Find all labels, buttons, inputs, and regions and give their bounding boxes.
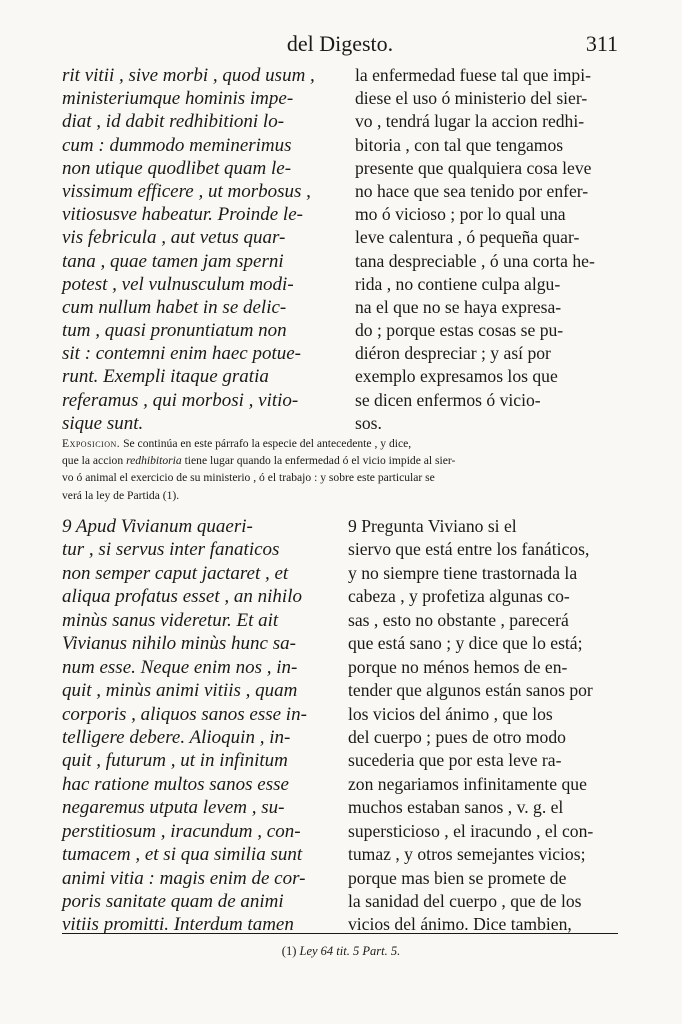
text-line: animi vitia : magis enim de cor- [62, 867, 306, 889]
running-head [62, 30, 618, 60]
exposicion-italic-term: redhibitoria [126, 454, 182, 468]
text-line: del cuerpo ; pues de otro modo [348, 726, 566, 747]
text-line: no hace que sea tenido por enfer- [355, 180, 589, 201]
text-line: sucederia que por esta leve ra- [348, 750, 562, 771]
text-line: los vicios del ánimo , que los [348, 703, 553, 724]
exposicion-text: que la accion [62, 454, 124, 468]
exposicion-text: tiene lugar quando la enfermedad ó el vicio impide al sier- [184, 454, 456, 468]
text-line: vo , tendrá lugar la accion redhi- [355, 111, 585, 132]
text-line: tender que algunos están sanos por [348, 680, 593, 701]
exposicion-text: Se continúa en este párrafo la especie del antecedente , y dice, [123, 437, 412, 450]
text-line: zon negariamos infinitamente que [348, 773, 587, 794]
text-line: mo ó vicioso ; por lo qual una [355, 204, 566, 225]
text-line: vis febricula , aut vetus quar- [62, 227, 286, 249]
text-line: tana despreciable , ó una corta he- [355, 250, 595, 271]
spanish-column-lower [348, 515, 618, 937]
exposicion-line: vo ó animal el exercicio de su ministerio , ó el trabajo : y sobre este particular se [62, 471, 435, 485]
text-line: telligere debere. Alioquin , in- [62, 726, 291, 748]
text-line: sos. [355, 412, 382, 433]
text-line: num esse. Neque enim nos , in- [62, 656, 298, 678]
text-line: tum , quasi pronuntiatum non [62, 320, 287, 342]
text-line: vissimum efficere , ut morbosus , [62, 180, 311, 202]
text-line: minùs sanus videretur. Et ait [62, 609, 279, 631]
text-line: porque mas bien se promete de [348, 867, 567, 888]
text-line: do ; porque estas cosas se pu- [355, 320, 564, 341]
text-line: perstitiosum , iracundum , con- [62, 820, 301, 842]
exposicion-line [62, 452, 618, 469]
text-line: potest , vel vulnusculum modi- [62, 273, 294, 295]
text-line: diat , id dabit redhibitioni lo- [62, 111, 285, 133]
text-line: poris sanitate quam de animi [62, 891, 284, 912]
text-line: non semper caput jactaret , et [62, 562, 289, 584]
running-title: del Digesto. [286, 31, 394, 56]
text-line: referamus , qui morbosi , vitio- [62, 389, 299, 411]
text-line: vitiosusve habeatur. Proinde le- [62, 204, 303, 226]
text-line: porque no ménos hemos de en- [348, 656, 568, 677]
text-line: sique sunt. [62, 412, 144, 434]
text-line: diese el uso ó ministerio del sier- [355, 88, 588, 109]
text-line: exemplo expresamos los que [355, 366, 558, 387]
exposicion-line [62, 435, 618, 452]
text-line: la sanidad del cuerpo , que de los [348, 891, 582, 911]
text-line: supersticioso , el iracundo , el con- [348, 820, 594, 841]
text-line: runt. Exempli itaque gratia [62, 366, 269, 388]
text-line: y no siempre tiene trastornada la [348, 562, 578, 583]
text-line: Vivianus nihilo minùs hunc sa- [62, 633, 296, 655]
latin-column-lower [62, 515, 338, 937]
footnote-marker: (1) [281, 944, 297, 958]
footnote-rule [62, 933, 618, 934]
text-line: siervo que está entre los fanáticos, [348, 539, 590, 560]
latin-column-upper [62, 64, 334, 435]
exposicion-line: verá la ley de Partida (1). [62, 488, 180, 502]
footnote [0, 942, 682, 960]
page-number: 311 [585, 31, 618, 56]
text-line: sas , esto no obstante , parecerá [348, 609, 569, 630]
text-line: quit , futurum , ut in infinitum [62, 750, 288, 772]
text-line: se dicen enfermos ó vicio- [355, 389, 541, 410]
text-line: ministeriumque hominis impe- [62, 88, 294, 110]
exposicion-label: Exposicion. [62, 437, 121, 450]
text-line: muchos estaban sanos , v. g. el [348, 797, 564, 818]
spanish-column-upper [355, 64, 617, 435]
text-line: aliqua profatus esset , an nihilo [62, 586, 302, 608]
text-line: bitoria , con tal que tengamos [355, 134, 564, 155]
text-line: tumaz , y otros semejantes vicios; [348, 844, 586, 865]
text-line: quit , minùs animi vitiis , quam [62, 680, 298, 702]
footnote-text: Ley 64 tit. 5 Part. 5. [299, 944, 401, 958]
text-line: tumacem , et si qua similia sunt [62, 844, 303, 866]
text-line: cum : dummodo meminerimus [62, 134, 292, 156]
text-line: hac ratione multos sanos esse [62, 773, 289, 795]
text-line: negaremus utputa levem , su- [62, 797, 285, 819]
text-line: vicios del ánimo. Dice tambien, [348, 914, 572, 935]
text-line: rit vitii , sive morbi , quod usum , [62, 65, 315, 86]
text-line: diéron despreciar ; y así por [355, 343, 551, 364]
text-line: que está sano ; y dice que lo está; [348, 633, 583, 654]
text-line: la enfermedad fuese tal que impi- [355, 65, 591, 85]
text-line: na el que no se haya expresa- [355, 296, 562, 317]
text-line: presente que qualquiera cosa leve [355, 157, 592, 178]
text-line: non utique quodlibet quam le- [62, 157, 292, 179]
text-line: vitiis promitti. Interdum tamen [62, 914, 294, 936]
text-line: sit : contemni enim haec potue- [62, 343, 302, 365]
text-line: leve calentura , ó pequeña quar- [355, 227, 580, 248]
text-line: 9 Apud Vivianum quaeri- [62, 516, 253, 537]
text-line: tur , si servus inter fanaticos [62, 539, 280, 561]
exposicion-commentary [62, 435, 618, 504]
text-line: rida , no contiene culpa algu- [355, 273, 561, 294]
text-line: cum nullum habet in se delic- [62, 296, 287, 318]
text-line: 9 Pregunta Viviano si el [348, 516, 517, 536]
text-line: corporis , aliquos sanos esse in- [62, 703, 307, 725]
text-line: cabeza , y profetiza algunas co- [348, 586, 570, 607]
text-line: tana , quae tamen jam sperni [62, 250, 284, 272]
